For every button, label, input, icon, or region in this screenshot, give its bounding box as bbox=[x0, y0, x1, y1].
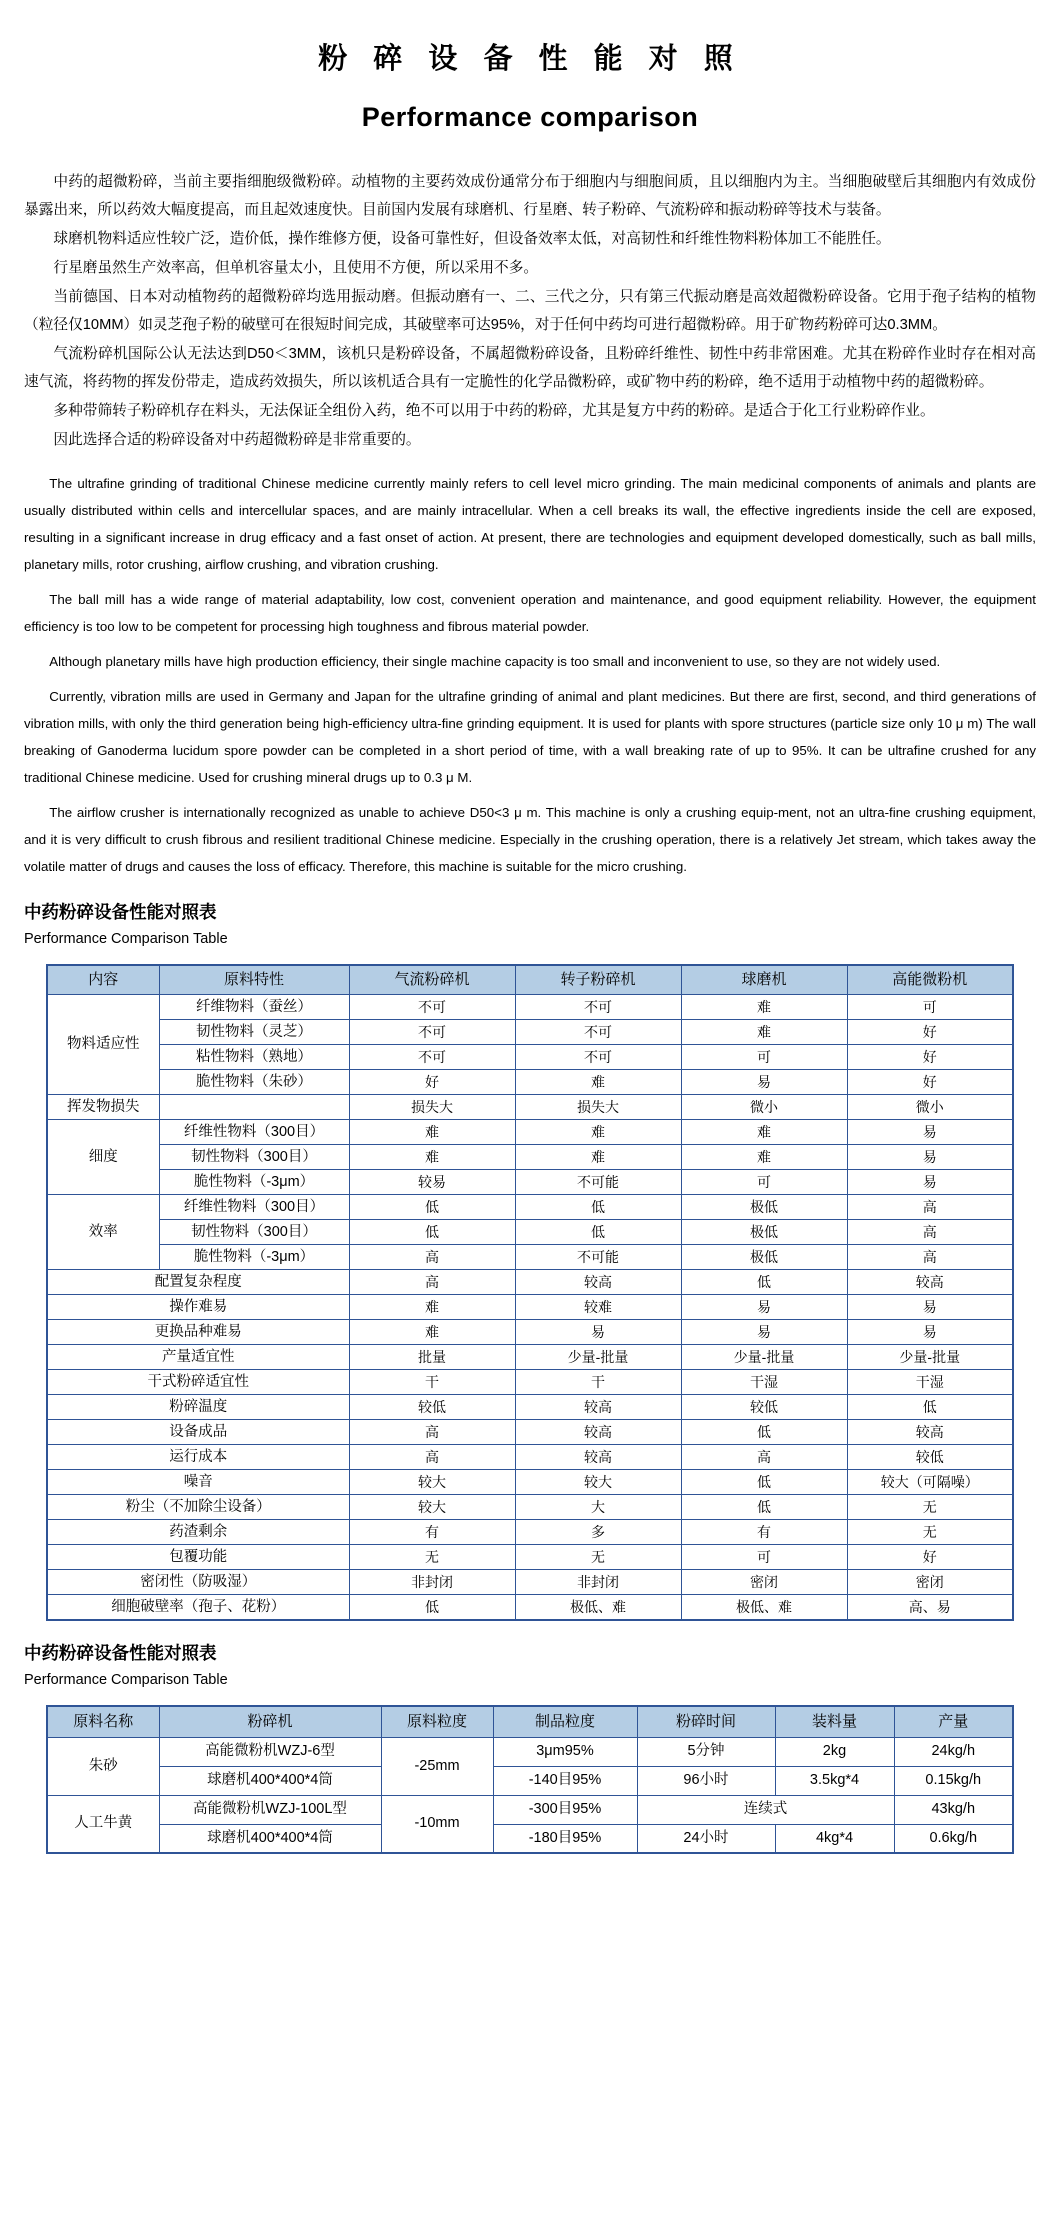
paragraph-en-5: The airflow crusher is internationally recognized as unable to achieve D50<3 μ m. This machine is only a crushing equip-ment, not an ultra-fine crushing equipment, and it is very difficult to crush fibrous and resilient traditional Chinese medicine. Especially in the crushing operation, there is a relatively Jet stream, which takes away the volatile matter of drugs and causes the loss of efficacy. Therefore, this machine is suitable for the micro crushing. bbox=[24, 804, 1036, 874]
row-label: 更换品种难易 bbox=[47, 1320, 349, 1345]
table-row bbox=[47, 1737, 1013, 1766]
cell-value: 较大（可隔噪） bbox=[847, 1470, 1013, 1495]
cell-value: 大 bbox=[515, 1495, 681, 1520]
table-row bbox=[47, 1070, 1013, 1095]
document-page bbox=[0, 19, 1060, 1854]
cell-value: 低 bbox=[681, 1270, 847, 1295]
cell-value: 好 bbox=[847, 1070, 1013, 1095]
table2-col-header-0: 原料名称 bbox=[47, 1706, 159, 1737]
cell-value: 难 bbox=[349, 1320, 515, 1345]
row-label: 设备成品 bbox=[47, 1420, 349, 1445]
product-size: -140目95% bbox=[493, 1766, 637, 1795]
group-label: 细度 bbox=[47, 1120, 159, 1195]
cell-value: 较易 bbox=[349, 1170, 515, 1195]
cell-value: 较高 bbox=[515, 1270, 681, 1295]
material-name: 朱砂 bbox=[47, 1737, 159, 1795]
row-label: 产量适宜性 bbox=[47, 1345, 349, 1370]
cell-value: 较大 bbox=[349, 1495, 515, 1520]
table2-heading-cn: 中药粉碎设备性能对照表 bbox=[24, 1642, 217, 1663]
cell-value: 干 bbox=[515, 1370, 681, 1395]
table-row bbox=[47, 1120, 1013, 1145]
paragraph-cn-2: 球磨机物料适应性较广泛，造价低，操作维修方便，设备可靠性好，但设备效率太低，对高韧性和纤维性物料粉体加工不能胜任。 bbox=[53, 230, 891, 247]
table-row bbox=[47, 1295, 1013, 1320]
table1-col-header-3: 转子粉碎机 bbox=[515, 965, 681, 995]
table-row bbox=[47, 1420, 1013, 1445]
cell-value: 低 bbox=[349, 1595, 515, 1620]
table-row bbox=[47, 1320, 1013, 1345]
english-paragraphs bbox=[24, 470, 1036, 880]
mill-name: 高能微粉机WZJ-6型 bbox=[159, 1737, 381, 1766]
row-label: 干式粉碎适宜性 bbox=[47, 1370, 349, 1395]
cell-value: 不可 bbox=[349, 995, 515, 1020]
table2-col-header-5: 装料量 bbox=[775, 1706, 894, 1737]
cell-value: 较低 bbox=[847, 1445, 1013, 1470]
cell-value: 好 bbox=[847, 1020, 1013, 1045]
row-label: 操作难易 bbox=[47, 1295, 349, 1320]
cell-value: 难 bbox=[349, 1145, 515, 1170]
feed-size: -25mm bbox=[381, 1737, 493, 1795]
cell-value: 易 bbox=[681, 1070, 847, 1095]
cell-value: 难 bbox=[681, 995, 847, 1020]
cell-value: 多 bbox=[515, 1520, 681, 1545]
product-size: -300目95% bbox=[493, 1795, 637, 1824]
table1-head bbox=[47, 965, 1013, 995]
table2-body bbox=[47, 1737, 1013, 1853]
cell-value: 非封闭 bbox=[515, 1570, 681, 1595]
cell-value: 高 bbox=[847, 1220, 1013, 1245]
cell-value: 极低、难 bbox=[681, 1595, 847, 1620]
cell-value: 高 bbox=[349, 1245, 515, 1270]
body-text bbox=[0, 168, 1060, 880]
feed-size: -10mm bbox=[381, 1795, 493, 1853]
cell-value: 较大 bbox=[349, 1470, 515, 1495]
cell-value: 有 bbox=[681, 1520, 847, 1545]
row-label: 韧性物料（300目） bbox=[159, 1220, 349, 1245]
cell-value: 好 bbox=[847, 1045, 1013, 1070]
table1-header-row bbox=[47, 965, 1013, 995]
row-label: 脆性物料（-3μm） bbox=[159, 1170, 349, 1195]
cell-value: 不可 bbox=[349, 1045, 515, 1070]
table2-head bbox=[47, 1706, 1013, 1737]
cell-value: 密闭 bbox=[681, 1570, 847, 1595]
table2-col-header-3: 制品粒度 bbox=[493, 1706, 637, 1737]
table1-body bbox=[47, 995, 1013, 1620]
table-row bbox=[47, 1195, 1013, 1220]
row-label: 脆性物料（-3μm） bbox=[159, 1245, 349, 1270]
page-title-en: Performance comparison bbox=[361, 102, 699, 133]
cell-value: 不可 bbox=[515, 995, 681, 1020]
table2-col-header-6: 产量 bbox=[894, 1706, 1013, 1737]
row-label: 运行成本 bbox=[47, 1445, 349, 1470]
table-row bbox=[47, 1095, 1013, 1120]
row-label: 配置复杂程度 bbox=[47, 1270, 349, 1295]
cell-value: 好 bbox=[847, 1545, 1013, 1570]
cell-value: 难 bbox=[349, 1120, 515, 1145]
product-size: -180目95% bbox=[493, 1824, 637, 1853]
table2-col-header-4: 粉碎时间 bbox=[637, 1706, 775, 1737]
table-row bbox=[47, 1170, 1013, 1195]
row-label: 包覆功能 bbox=[47, 1545, 349, 1570]
table-row bbox=[47, 1145, 1013, 1170]
paragraph-en-3: Although planetary mills have high production efficiency, their single machine capacity is too small and inconvenient to use, so they are not widely used. bbox=[49, 653, 941, 669]
table1-heading-cn: 中药粉碎设备性能对照表 bbox=[24, 901, 217, 922]
crush-time: 24小时 bbox=[637, 1824, 775, 1853]
table2-heading-en: Performance Comparison Table bbox=[24, 1672, 228, 1689]
cell-value: 批量 bbox=[349, 1345, 515, 1370]
row-label: 粉尘（不加除尘设备） bbox=[47, 1495, 349, 1520]
paragraph-en-4: Currently, vibration mills are used in Germany and Japan for the ultrafine grinding of animal and plant medicines. But there are first, second, and third generations of vibration mills, with only the third generation being high-efficiency ultra-fine grinding equipment. It is used for plants with spore structures (particle size only 10 μ m) The wall breaking of Ganoderma lucidum spore powder can be completed in a short period of time, with a wall breaking rate of up to 95%. It can be ultrafine crushed for any traditional Chinese medicine. Used for crushing mineral drugs up to 0.3 μ M. bbox=[24, 688, 1036, 785]
cell-value: 不可 bbox=[349, 1020, 515, 1045]
cell-value: 较低 bbox=[681, 1395, 847, 1420]
cell-value: 难 bbox=[515, 1070, 681, 1095]
cell-value: 损失大 bbox=[515, 1095, 681, 1120]
cell-value: 损失大 bbox=[349, 1095, 515, 1120]
cell-value: 低 bbox=[847, 1395, 1013, 1420]
group-label: 挥发物损失 bbox=[47, 1095, 159, 1120]
table2-col-header-2: 原料粒度 bbox=[381, 1706, 493, 1737]
output-rate: 24kg/h bbox=[894, 1737, 1013, 1766]
cell-value: 不可 bbox=[515, 1020, 681, 1045]
table-row bbox=[47, 1545, 1013, 1570]
table1-col-header-2: 气流粉碎机 bbox=[349, 965, 515, 995]
product-size: 3μm95% bbox=[493, 1737, 637, 1766]
cell-value: 高 bbox=[349, 1270, 515, 1295]
cell-value: 较低 bbox=[349, 1395, 515, 1420]
cell-value: 无 bbox=[847, 1495, 1013, 1520]
cell-value: 无 bbox=[847, 1520, 1013, 1545]
table1-col-header-5: 高能微粉机 bbox=[847, 965, 1013, 995]
table-row bbox=[47, 1370, 1013, 1395]
group-label: 物料适应性 bbox=[47, 995, 159, 1095]
page-title-cn: 粉 碎 设 备 性 能 对 照 bbox=[318, 43, 742, 76]
row-label: 药渣剩余 bbox=[47, 1520, 349, 1545]
paragraph-en-1: The ultrafine grinding of traditional Chinese medicine currently mainly refers to cell level micro grinding. The main medicinal components of animals and plants are usually distributed within cells and intercellular spaces, and are mainly intracellular. When a cell breaks its wall, the effective ingredients inside the cell are exposed, resulting in a significant increase in drug efficacy and a fast onset of action. At present, there are technologies and equipment developed domestically, such as ball mills, planetary mills, rotor crushing, airflow crushing, and vibration crushing. bbox=[24, 475, 1036, 572]
table-row bbox=[47, 995, 1013, 1020]
table-row bbox=[47, 1570, 1013, 1595]
mill-name: 球磨机400*400*4筒 bbox=[159, 1766, 381, 1795]
table-row bbox=[47, 1824, 1013, 1853]
table-row bbox=[47, 1345, 1013, 1370]
table2-header-row bbox=[47, 1706, 1013, 1737]
material-name: 人工牛黄 bbox=[47, 1795, 159, 1853]
paragraph-en-2: The ball mill has a wide range of material adaptability, low cost, convenient operation and maintenance, and good equipment reliability. However, the equipment efficiency is too low to be competent for processing high toughness and fibrous material powder. bbox=[24, 591, 1036, 634]
table1-wrapper bbox=[0, 964, 1060, 1621]
table2-col-header-1: 粉碎机 bbox=[159, 1706, 381, 1737]
table1-col-header-1: 原料特性 bbox=[159, 965, 349, 995]
load-amount: 3.5kg*4 bbox=[775, 1766, 894, 1795]
cell-value: 低 bbox=[681, 1470, 847, 1495]
table-row bbox=[47, 1470, 1013, 1495]
cell-value: 易 bbox=[847, 1145, 1013, 1170]
cell-value: 高 bbox=[349, 1445, 515, 1470]
material-results-table bbox=[46, 1705, 1014, 1854]
row-label: 韧性物料（灵芝） bbox=[159, 1020, 349, 1045]
paragraph-cn-6: 多种带筛转子粉碎机存在料头，无法保证全组份入药，绝不可以用于中药的粉碎，尤其是复方中药的粉碎。是适合于化工行业粉碎作业。 bbox=[53, 402, 935, 419]
cell-value: 较难 bbox=[515, 1295, 681, 1320]
cell-value: 易 bbox=[847, 1320, 1013, 1345]
cell-value: 易 bbox=[847, 1295, 1013, 1320]
table-row bbox=[47, 1045, 1013, 1070]
cell-value: 较高 bbox=[515, 1395, 681, 1420]
row-label: 粉碎温度 bbox=[47, 1395, 349, 1420]
table1-col-header-4: 球磨机 bbox=[681, 965, 847, 995]
table-row bbox=[47, 1766, 1013, 1795]
performance-comparison-table bbox=[46, 964, 1014, 1621]
table-row bbox=[47, 1795, 1013, 1824]
cell-value: 难 bbox=[515, 1120, 681, 1145]
cell-value: 少量-批量 bbox=[681, 1345, 847, 1370]
cell-value: 易 bbox=[515, 1320, 681, 1345]
cell-value: 极低 bbox=[681, 1195, 847, 1220]
cell-value: 无 bbox=[515, 1545, 681, 1570]
cell-value: 非封闭 bbox=[349, 1570, 515, 1595]
cell-value: 干湿 bbox=[681, 1370, 847, 1395]
row-label: 噪音 bbox=[47, 1470, 349, 1495]
cell-value: 密闭 bbox=[847, 1570, 1013, 1595]
cell-value: 微小 bbox=[681, 1095, 847, 1120]
cell-value: 难 bbox=[681, 1145, 847, 1170]
cell-value: 较大 bbox=[515, 1470, 681, 1495]
crush-time: 96小时 bbox=[637, 1766, 775, 1795]
crush-time: 5分钟 bbox=[637, 1737, 775, 1766]
table2-section bbox=[0, 1641, 1060, 1691]
cell-value: 不可能 bbox=[515, 1170, 681, 1195]
cell-value: 低 bbox=[515, 1195, 681, 1220]
table-row bbox=[47, 1020, 1013, 1045]
cell-value: 高 bbox=[349, 1420, 515, 1445]
mill-name: 高能微粉机WZJ-100L型 bbox=[159, 1795, 381, 1824]
paragraph-cn-7: 因此选择合适的粉碎设备对中药超微粉碎是非常重要的。 bbox=[53, 431, 421, 448]
cell-value: 极低 bbox=[681, 1245, 847, 1270]
row-label: 韧性物料（300目） bbox=[159, 1145, 349, 1170]
cell-value: 可 bbox=[681, 1545, 847, 1570]
output-rate: 0.15kg/h bbox=[894, 1766, 1013, 1795]
cell-value: 低 bbox=[349, 1195, 515, 1220]
output-rate: 0.6kg/h bbox=[894, 1824, 1013, 1853]
load-amount: 4kg*4 bbox=[775, 1824, 894, 1853]
cell-value: 难 bbox=[681, 1120, 847, 1145]
cell-value: 好 bbox=[349, 1070, 515, 1095]
paragraph-cn-4: 当前德国、日本对动植物药的超微粉碎均选用振动磨。但振动磨有一、二、三代之分，只有第三代振动磨是高效超微粉碎设备。它用于孢子结构的植物（粒径仅10MM）如灵芝孢子粉的破壁可在很短时间完成，其破壁率可达95%，对于任何中药均可进行超微粉碎。用于矿物药粉碎可达0.3MM。 bbox=[24, 288, 1036, 333]
cell-value: 极低、难 bbox=[515, 1595, 681, 1620]
cell-value: 低 bbox=[515, 1220, 681, 1245]
table-row bbox=[47, 1520, 1013, 1545]
table-row bbox=[47, 1445, 1013, 1470]
paragraph-cn-3: 行星磨虽然生产效率高，但单机容量太小，且使用不方便，所以采用不多。 bbox=[53, 259, 539, 276]
cell-value: 极低 bbox=[681, 1220, 847, 1245]
table-row bbox=[47, 1595, 1013, 1620]
table-row bbox=[47, 1245, 1013, 1270]
cell-value: 高 bbox=[847, 1195, 1013, 1220]
cell-value: 易 bbox=[847, 1120, 1013, 1145]
cell-value: 较高 bbox=[847, 1420, 1013, 1445]
table1-heading-en: Performance Comparison Table bbox=[24, 930, 228, 947]
cell-value: 难 bbox=[349, 1295, 515, 1320]
table-row bbox=[47, 1395, 1013, 1420]
row-label bbox=[159, 1095, 349, 1120]
cell-value: 较高 bbox=[515, 1420, 681, 1445]
row-label: 纤维物料（蚕丝） bbox=[159, 995, 349, 1020]
row-label: 脆性物料（朱砂） bbox=[159, 1070, 349, 1095]
cell-value: 高、易 bbox=[847, 1595, 1013, 1620]
cell-value: 易 bbox=[681, 1295, 847, 1320]
cell-value: 干湿 bbox=[847, 1370, 1013, 1395]
table-row bbox=[47, 1220, 1013, 1245]
row-label: 纤维性物料（300目） bbox=[159, 1195, 349, 1220]
paragraph-cn-5: 气流粉碎机国际公认无法达到D50＜3MM，该机只是粉碎设备，不属超微粉碎设备，且粉碎纤维性、韧性中药非常困难。尤其在粉碎作业时存在相对高速气流，将药物的挥发份带走，造成药效损失，所以该机适合具有一定脆性的化学品微粉碎，或矿物中药的粉碎，绝不适用于动植物中药的超微粉碎。 bbox=[24, 345, 1036, 390]
table2-wrapper bbox=[0, 1705, 1060, 1854]
row-label: 密闭性（防吸湿） bbox=[47, 1570, 349, 1595]
group-label: 效率 bbox=[47, 1195, 159, 1270]
cell-value: 不可 bbox=[515, 1045, 681, 1070]
cell-value: 低 bbox=[681, 1495, 847, 1520]
row-label: 细胞破壁率（孢子、花粉） bbox=[47, 1595, 349, 1620]
paragraph-cn-1: 中药的超微粉碎，当前主要指细胞级微粉碎。动植物的主要药效成份通常分布于细胞内与细胞间质，且以细胞内为主。当细胞破壁后其细胞内有效成份暴露出来，所以药效大幅度提高，而且起效速度快。目前国内发展有球磨机、行星磨、转子粉碎、气流粉碎和振动粉碎等技术与装备。 bbox=[24, 173, 1036, 218]
table1-section bbox=[0, 900, 1060, 950]
cell-value: 较高 bbox=[847, 1270, 1013, 1295]
cell-value: 可 bbox=[681, 1170, 847, 1195]
cell-value: 有 bbox=[349, 1520, 515, 1545]
load-amount: 2kg bbox=[775, 1737, 894, 1766]
crush-time: 连续式 bbox=[637, 1795, 894, 1824]
cell-value: 易 bbox=[847, 1170, 1013, 1195]
cell-value: 微小 bbox=[847, 1095, 1013, 1120]
cell-value: 较高 bbox=[515, 1445, 681, 1470]
cell-value: 可 bbox=[847, 995, 1013, 1020]
cell-value: 可 bbox=[681, 1045, 847, 1070]
cell-value: 低 bbox=[349, 1220, 515, 1245]
cell-value: 难 bbox=[681, 1020, 847, 1045]
mill-name: 球磨机400*400*4筒 bbox=[159, 1824, 381, 1853]
cell-value: 不可能 bbox=[515, 1245, 681, 1270]
cell-value: 高 bbox=[847, 1245, 1013, 1270]
cell-value: 无 bbox=[349, 1545, 515, 1570]
cell-value: 少量-批量 bbox=[847, 1345, 1013, 1370]
table-row bbox=[47, 1495, 1013, 1520]
cell-value: 少量-批量 bbox=[515, 1345, 681, 1370]
table1-col-header-0: 内容 bbox=[47, 965, 159, 995]
cell-value: 低 bbox=[681, 1420, 847, 1445]
cell-value: 易 bbox=[681, 1320, 847, 1345]
cell-value: 高 bbox=[681, 1445, 847, 1470]
row-label: 粘性物料（熟地） bbox=[159, 1045, 349, 1070]
chinese-paragraphs bbox=[24, 168, 1036, 454]
table-row bbox=[47, 1270, 1013, 1295]
row-label: 纤维性物料（300目） bbox=[159, 1120, 349, 1145]
cell-value: 难 bbox=[515, 1145, 681, 1170]
output-rate: 43kg/h bbox=[894, 1795, 1013, 1824]
cell-value: 干 bbox=[349, 1370, 515, 1395]
